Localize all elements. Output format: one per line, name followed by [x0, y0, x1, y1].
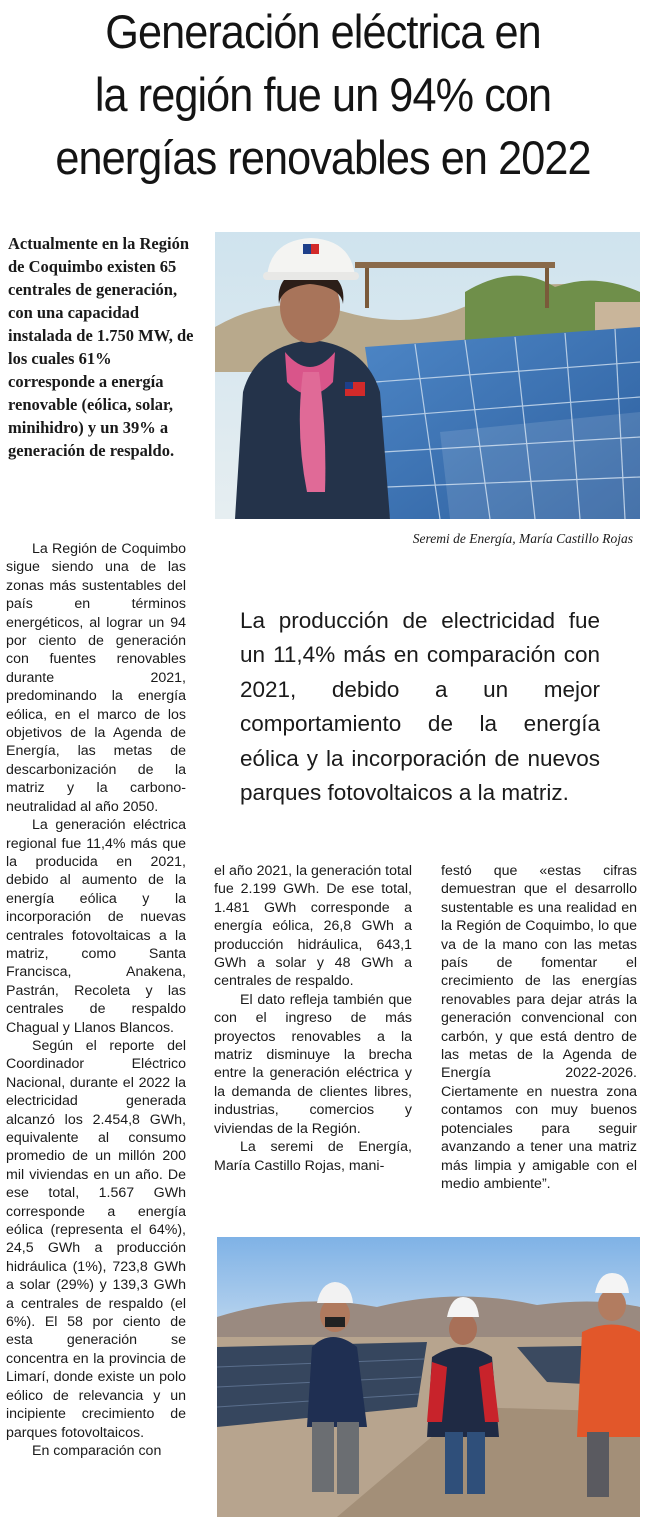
body-column-3 [441, 862, 637, 1193]
photo-caption: Seremi de Energía, María Castillo Rojas [412, 531, 633, 546]
pull-quote [240, 604, 600, 810]
headline-line-3: energías renovables en 2022 [55, 131, 591, 184]
col3-paragraph: festó que «estas cifras demuestran que el desarrollo sustentable es una realidad en la Región de Coquimbo, lo que va de la mano con las metas país de fomentar el crecimiento de las energías renovables para dejar atrás la generación convencional con carbón, y que está dentro de las metas de la Agenda de Energía 2022-2026. Ciertamente en nuestra zona contamos con muy buenos potenciales para seguir avanzando a tener una matriz más limpia y amigable con el medio ambiente”. [441, 863, 637, 1192]
lead-text: Actualmente en la Región de Coquimbo existen 65 centrales de generación, con una capacidad instalada de 1.750 MW, de los cuales 61% corresponde a energía renovable (eólica, solar, minihidro) y un 39% a generación de respaldo. [8, 234, 194, 460]
pull-quote-text: La producción de electricidad fue un 11,4% más en comparación con 2021, debido a un mejor comportamiento de la energía eólica y la incorporación de nuevos parques fotovoltaicos a la matriz. [240, 608, 600, 806]
col2-paragraph: el año 2021, la generación total fue 2.199 GWh. De ese total, 1.481 GWh corresponde a energía eólica, 26,8 GWh a producción hidráulica, 643,1 GWh a solar y 48 GWh a centrales de respaldo. [214, 863, 412, 990]
col1-paragraph: La generación eléctrica regional fue 11,4% más que la producida en 2021, debido al aumento de la energía eólica y la incorporación de nuevas centrales fotovoltaicas a la matriz, como Santa Francisca, Anakena, Pastrán, Recoleta y las centrales de respaldo Chagual y Llanos Blancos. [6, 817, 186, 1036]
seremi-photo-illustration [215, 232, 640, 519]
col2-paragraph: El dato refleja también que con el ingreso de más proyectos renovables a la matriz disminuye la brecha entre la generación eléctrica y la demanda de clientes libres, industrias, comercios y viviendas de la Región. [214, 991, 412, 1137]
headline-line-2: la región fue un 94% con [94, 68, 552, 121]
col1-paragraph: La Región de Coquimbo sigue siendo una de las zonas más sustentables del país en términos energéticos, al lograr un 94 por ciento de generación con fuentes renovables durante 2021, predominando la energía eólica, en el marco de los objetivos de la Agenda de Energía, las metas de descarbonización de la matriz y la carbono-neutralidad al año 2050. [6, 541, 186, 815]
lead-paragraph [8, 232, 200, 462]
body-column-2 [214, 862, 412, 1175]
col1-paragraph: En comparación con [32, 1442, 162, 1459]
solar-park-photo [217, 1237, 640, 1517]
headline-line-1: Generación eléctrica en [105, 5, 541, 58]
col1-paragraph: Según el reporte del Coordinador Eléctrico Nacional, durante el 2022 la electricidad generada alcanzó los 2.454,8 GWh, equivalente al consumo promedio de un millón 200 mil viviendas en un año. De ese total, 1.567 GWh corresponde a energía eólica (representa el 64%), 24,5 GWh a producción hidráulica (1%), 723,8 GWh a solar (29%) y 139,3 GWh a centrales de respaldo (el 6%). El 58 por ciento de esta generación se concentra en la provincia de Limarí, donde existe un polo eólico de relevancia y un incipiente crecimiento de parques fotovoltaicos. [6, 1037, 186, 1441]
headline [26, 0, 620, 189]
seremi-photo [215, 232, 640, 519]
col2-paragraph: La seremi de Energía, María Castillo Rojas, mani- [214, 1139, 412, 1174]
solar-park-photo-illustration [217, 1237, 640, 1517]
body-column-1 [6, 540, 186, 1460]
